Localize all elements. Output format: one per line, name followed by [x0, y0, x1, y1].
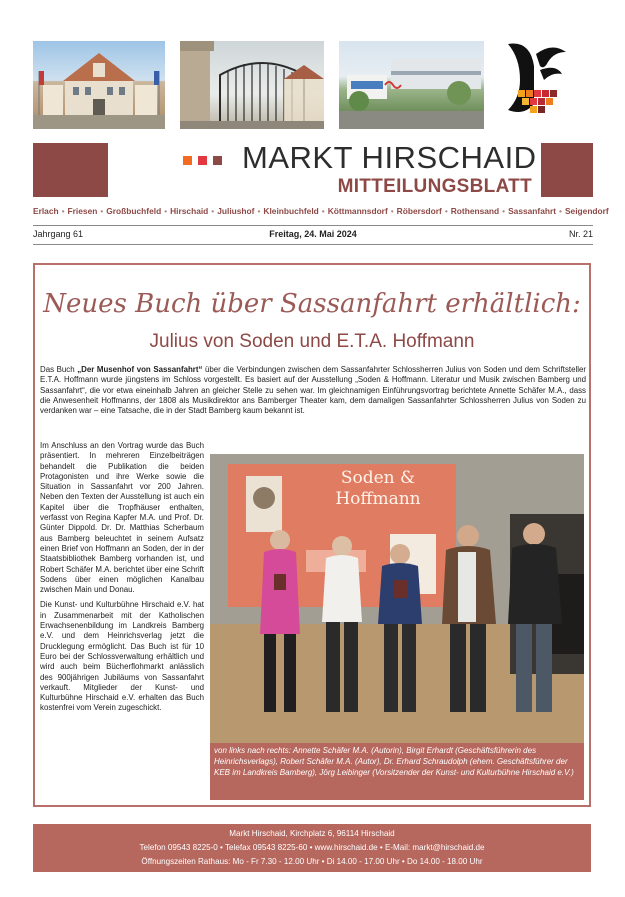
photo-caption-box	[210, 743, 584, 800]
village-separator: •	[100, 206, 104, 216]
article-title: Neues Buch über Sassanfahrt erhältlich:	[43, 289, 581, 319]
issue-date: Freitag, 24. Mai 2024	[269, 229, 357, 239]
header-photo-castle-gate	[180, 41, 324, 129]
masthead-subtitle: MITTEILUNGSBLATT	[337, 176, 532, 197]
masthead-block-right	[541, 143, 593, 197]
village-separator: •	[61, 206, 65, 216]
village-name: Großbuchfeld	[106, 206, 162, 216]
village-name: Friesen	[67, 206, 98, 216]
village-separator: •	[502, 206, 506, 216]
article-paragraph-2: Im Anschluss an den Vortrag wurde das Buch präsentiert. In mehreren Einzelbeiträgen behandelt die Publikation die beiden Protagonisten und ihre Werke sowie die Situation in Sassanfahrt vor 200 Jahren. Neben den Texten der Ausstellung ist auch ein Kapitel über die Tropfhäuser enthalten, verfasst von Regina Kapfer M.A. und Prof. Dr. Günter Dippold. Dr. Dr. Matthias Scherbaum aus Bamberg beleuchtet in seinem Aufsatz einen Brief von Hoffmann an Soden, der in der Staatsbibliothek Bamberg vorhanden ist, und Robert Schäfer M.A. berichtet über eine Schrift Sodens über einen möglichen Kanalbau zwischen Main und Donau.	[40, 441, 204, 595]
intro-text: über die Verbindungen zwischen dem Sassanfahrter Schlossherren Julius von Soden und dem Schriftsteller E.T.A. Hoffmann wurde jüngstens im Schloss vorgestellt. Es basiert auf der Ausstellung „Soden & Hoffmann. Literatur und Musik zwischen Bamberg und Sassanfahrt“, die vor etwa eineinhalb Jahren an gleicher Stelle zu sehen war. Im gleichnamigen Einführungsvortrag berichtete Annette Schäfer M.A., dass die Anwesenheit Hoffmanns, der 1808 als Musikdirektor ans Bamberger Theater kam, dem damaligen Sassanfahrter Schlossherren Julius von Soden zu verdanken war – eine Tatsache, die in der Stadt Bamberg kaum bekannt ist.	[40, 365, 586, 416]
screen-title: Soden & Hoffmann	[335, 468, 421, 509]
village-separator: •	[390, 206, 394, 216]
village-separator: •	[559, 206, 562, 216]
intro-lead: Das Buch	[40, 365, 78, 374]
village-name: Erlach	[33, 206, 59, 216]
village-separator: •	[164, 206, 168, 216]
issue-bar	[33, 225, 593, 245]
issue-number: Nr. 21	[568, 229, 593, 239]
article-intro	[40, 365, 586, 416]
header-photo-school	[339, 41, 484, 129]
book-presentation-photo	[210, 454, 584, 743]
village-name: Hirschaid	[170, 206, 209, 216]
village-separator: •	[321, 206, 325, 216]
village-separator: •	[211, 206, 215, 216]
article-frame	[33, 263, 591, 807]
village-name: Seigendorf	[564, 206, 609, 216]
village-name: Sassanfahrt	[508, 206, 557, 216]
village-name: Juliushof	[217, 206, 255, 216]
article-subtitle: Julius von Soden und E.T.A. Hoffmann	[149, 331, 475, 352]
hirschaid-logo	[500, 40, 570, 118]
village-list	[33, 206, 609, 216]
masthead-title: MARKT HIRSCHAID	[242, 140, 537, 175]
footer-contact: Telefon 09543 8225-0 • Telefax 09543 8225-60 • www.hirschaid.de • E-Mail: markt@hirschaid.de	[139, 843, 485, 852]
article-column	[40, 441, 204, 719]
header-photo-town-hall	[33, 41, 165, 129]
issue-volume: Jahrgang 61	[33, 229, 84, 239]
masthead-accent-dots	[183, 152, 228, 170]
book-title: „Der Musenhof von Sassanfahrt“	[77, 365, 203, 374]
footer	[33, 824, 591, 872]
village-separator: •	[257, 206, 261, 216]
photo-caption: von links nach rechts: Annette Schäfer M.A. (Autorin), Birgit Erhardt (Geschäftsführerin des Heinrichsverlags), Robert Schäfer M.A. (Autor), Dr. Erhard Schraudolph (ehem. Geschäftsführer der KEB im Landkreis Bamberg), Jörg Leibinger (Vorsitzender der Kunst- und Kulturbühne Hirschaid e.V.)	[214, 746, 574, 777]
footer-hours: Öffnungszeiten Rathaus: Mo - Fr 7.30 - 12.00 Uhr • Di 14.00 - 17.00 Uhr • Do 14.00 - 18.00 Uhr	[141, 857, 483, 866]
village-name: Röbersdorf	[396, 206, 442, 216]
masthead-block-left	[33, 143, 108, 197]
village-name: Rothensand	[450, 206, 500, 216]
footer-address: Markt Hirschaid, Kirchplatz 6, 96114 Hirschaid	[229, 829, 395, 838]
article-paragraph-3: Die Kunst- und Kulturbühne Hirschaid e.V. hat in Zusammenarbeit mit der Katholischen Erwachsenenbildung im Landkreis Bamberg e.V. und dem Heinrichsverlag jetzt die Drucklegung ermöglicht. Das Buch ist für 10 Euro bei der Schlossverwaltung erhältlich und wird auch beim Bücherflohmarkt anlässlich des 900jährigen Jubiläums von Sassanfahrt verkauft. Mitglieder der Kunst- und Kulturbühne Hirschaid e.V. erhalten das Buch kostenfrei vom Verein zugeschickt.	[40, 600, 204, 713]
village-separator: •	[444, 206, 448, 216]
village-name: Kleinbuchfeld	[263, 206, 319, 216]
village-name: Köttmannsdorf	[327, 206, 388, 216]
